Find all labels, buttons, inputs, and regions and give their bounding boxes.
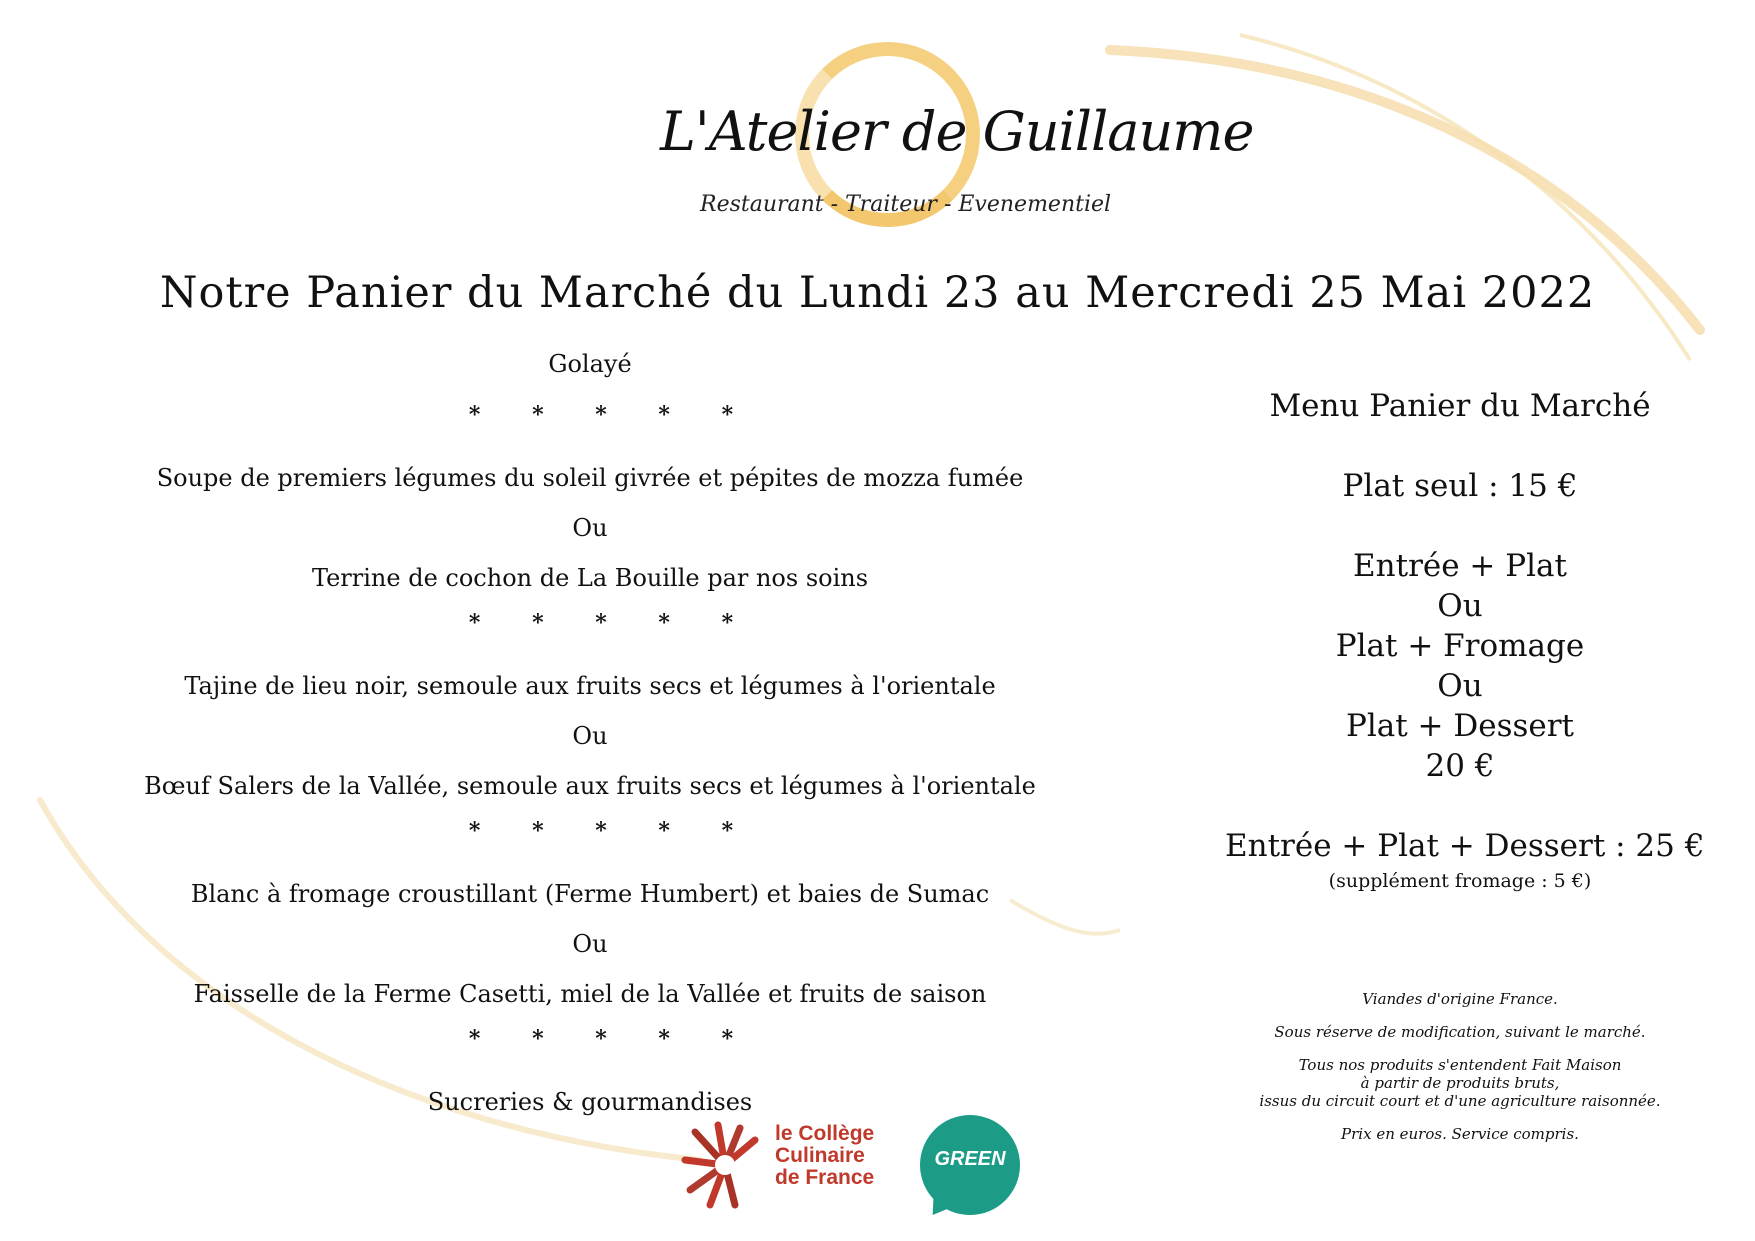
menu-separator: * * * * *: [468, 1026, 756, 1052]
college-line-1: le Collège: [775, 1122, 875, 1145]
menu-item: Faisselle de la Ferme Casetti, miel de la Vallée et fruits de saison: [193, 980, 987, 1008]
price-or-1: Ou: [1437, 588, 1483, 624]
menu-item: Tajine de lieu noir, semoule aux fruits secs et légumes à l'orientale: [184, 672, 996, 700]
price-plat-seul: Plat seul : 15 €: [1342, 468, 1578, 504]
menu-item: Soupe de premiers légumes du soleil givrée et pépites de mozza fumée: [156, 464, 1024, 492]
restaurant-logo: [640, 40, 1254, 240]
price-full-menu: Entrée + Plat + Dessert : 25 €: [1225, 828, 1705, 864]
pricing-title: Menu Panier du Marché: [1269, 388, 1651, 424]
menu-or: Ou: [572, 930, 608, 958]
menu-item: Sucreries & gourmandises: [427, 1088, 753, 1116]
menu-separator: * * * * *: [468, 818, 756, 844]
menu-or: Ou: [572, 722, 608, 750]
college-culinaire-logo-icon: [680, 1120, 760, 1210]
price-supplement: (supplément fromage : 5 €): [1328, 870, 1592, 892]
note-origin: Viandes d'origine France.: [1362, 990, 1558, 1008]
menu-item: Golayé: [548, 350, 632, 378]
college-line-2: Culinaire: [775, 1144, 865, 1168]
price-or-2: Ou: [1437, 668, 1483, 704]
menu-separator: * * * * *: [468, 610, 756, 636]
note-fait-maison-2: à partir de produits bruts,: [1360, 1074, 1560, 1092]
college-line-3: de France: [775, 1166, 875, 1190]
note-reserve: Sous réserve de modification, suivant le marché.: [1274, 1023, 1646, 1041]
price-combo-value: 20 €: [1425, 748, 1495, 784]
logo-name: L'Atelier de Guillaume: [660, 100, 1254, 163]
menu-or: Ou: [572, 514, 608, 542]
college-culinaire-logo: [775, 1123, 874, 1189]
menu-item: Terrine de cochon de La Bouille par nos soins: [311, 564, 869, 592]
logo-tagline: Restaurant - Traiteur - Evenementiel: [700, 192, 1112, 217]
note-fait-maison-1: Tous nos produits s'entendent Fait Maison: [1298, 1056, 1622, 1074]
menu-item: Blanc à fromage croustillant (Ferme Humbert) et baies de Sumac: [190, 880, 990, 908]
green-food-label: GREEN: [934, 1148, 1006, 1170]
price-combo-2: Plat + Fromage: [1335, 628, 1585, 664]
price-combo-1: Entrée + Plat: [1353, 548, 1567, 584]
note-prices: Prix en euros. Service compris.: [1341, 1125, 1579, 1143]
menu-item: Bœuf Salers de la Vallée, semoule aux fruits secs et légumes à l'orientale: [144, 772, 1036, 800]
price-combo-3: Plat + Dessert: [1345, 708, 1575, 744]
page-title: Notre Panier du Marché du Lundi 23 au Mercredi 25 Mai 2022: [159, 268, 1596, 318]
menu-separator: * * * * *: [468, 402, 756, 428]
note-fait-maison-3: issus du circuit court et d'une agriculture raisonnée.: [1259, 1092, 1661, 1110]
